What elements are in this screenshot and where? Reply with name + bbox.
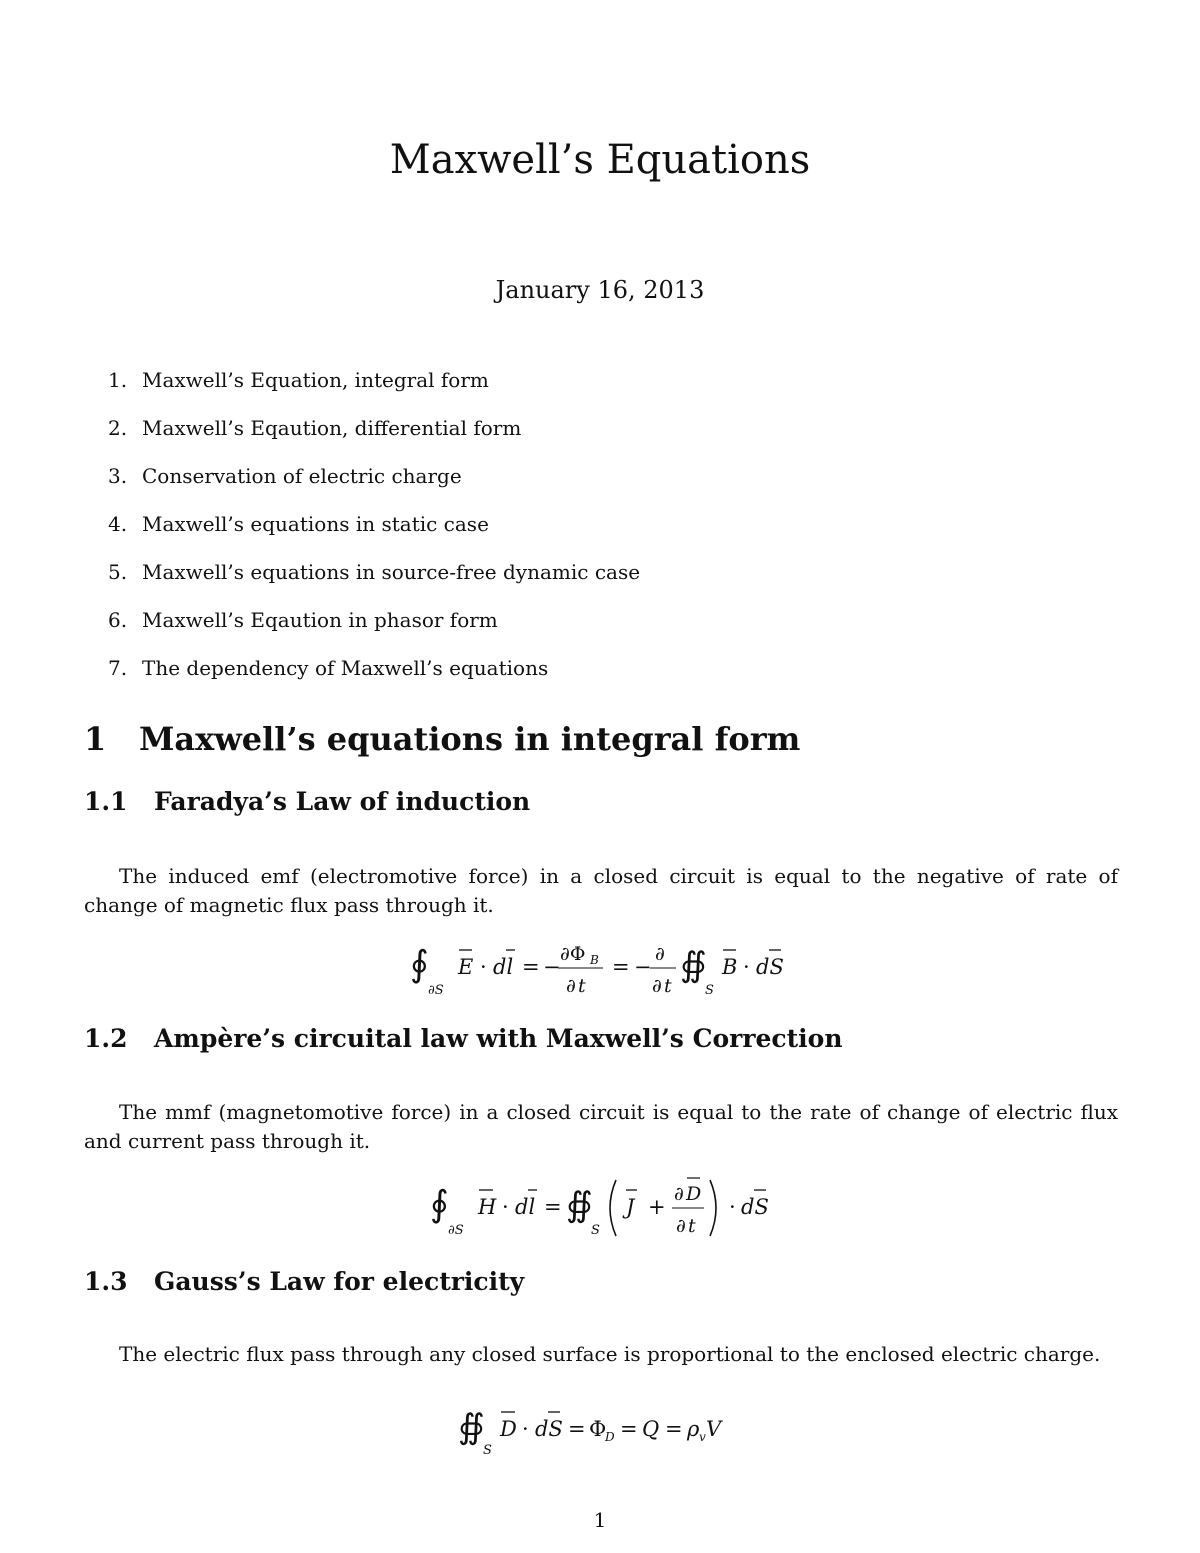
svg-text:∂: ∂ <box>566 975 576 997</box>
svg-text:t: t <box>578 975 586 997</box>
toc-item <box>108 654 640 702</box>
equation-faraday <box>0 930 1200 1002</box>
svg-text:∮: ∮ <box>430 1184 449 1225</box>
svg-text:·: · <box>522 1417 529 1441</box>
svg-text:D: D <box>605 1430 615 1444</box>
svg-text:dS: dS <box>741 1195 769 1219</box>
svg-text:V: V <box>706 1417 722 1441</box>
svg-text:∯: ∯ <box>566 1185 593 1225</box>
svg-text:dS: dS <box>756 955 784 979</box>
svg-text:J: J <box>626 1195 635 1219</box>
toc-item-text: Maxwell’s Equation, integral form <box>142 368 489 392</box>
toc-item <box>108 558 640 606</box>
svg-text:∂: ∂ <box>674 1183 684 1205</box>
svg-text:ρ: ρ <box>687 1417 700 1441</box>
svg-text:S: S <box>483 1443 492 1458</box>
svg-text:=: = <box>568 1417 586 1441</box>
toc-item-number: 1. <box>108 368 128 392</box>
svg-text:dl: dl <box>493 955 514 979</box>
toc-item-number: 5. <box>108 560 128 584</box>
svg-text:∂S: ∂S <box>448 1223 464 1238</box>
document-date: January 16, 2013 <box>495 276 705 304</box>
svg-text:t: t <box>664 975 672 997</box>
svg-text:E: E <box>458 955 474 979</box>
svg-text:∯: ∯ <box>458 1407 485 1447</box>
subsection-number: 1.2 <box>84 1024 128 1053</box>
svg-text:D: D <box>500 1417 517 1441</box>
svg-text:∂: ∂ <box>676 1215 686 1237</box>
svg-text:=: = <box>620 1417 638 1441</box>
svg-text:Φ: Φ <box>589 1417 607 1441</box>
toc-item-text: Maxwell’s equations in source-free dynamic case <box>142 560 641 584</box>
svg-text:·: · <box>502 1195 509 1219</box>
toc-item-text: The dependency of Maxwell’s equations <box>142 656 549 680</box>
svg-text:∮: ∮ <box>410 944 429 985</box>
toc-item-number: 3. <box>108 464 128 488</box>
subsection-number: 1.3 <box>84 1267 128 1296</box>
svg-text:D: D <box>686 1183 702 1205</box>
toc-item-number: 6. <box>108 608 128 632</box>
svg-text:∯: ∯ <box>680 945 707 985</box>
page-number: 1 <box>593 1508 607 1532</box>
svg-text:B: B <box>590 953 599 967</box>
toc-item-number: 7. <box>108 656 128 680</box>
section-title: Maxwell’s equations in integral form <box>139 720 801 758</box>
toc-item-text: Maxwell’s Eqaution in phasor form <box>142 608 498 632</box>
subsection-heading <box>84 1266 524 1298</box>
subsection-title: Gauss’s Law for electricity <box>154 1267 525 1296</box>
section-heading <box>84 718 800 760</box>
svg-text:dS: dS <box>535 1417 563 1441</box>
svg-text:v: v <box>699 1430 706 1444</box>
svg-text:∂: ∂ <box>652 975 662 997</box>
svg-text:B: B <box>722 955 738 979</box>
svg-text:∂: ∂ <box>655 943 665 965</box>
toc-item <box>108 510 640 558</box>
svg-text:=: = <box>612 955 630 979</box>
subsection-heading <box>84 786 530 818</box>
svg-text:t: t <box>688 1215 696 1237</box>
svg-text:=: = <box>665 1417 683 1441</box>
document-title: Maxwell’s Equations <box>389 137 811 183</box>
toc-item <box>108 414 640 462</box>
equation-gauss <box>0 1398 1200 1458</box>
toc-item-text: Maxwell’s equations in static case <box>142 512 489 536</box>
svg-text:∂Φ: ∂Φ <box>560 943 586 965</box>
toc-item-text: Conservation of electric charge <box>142 464 462 488</box>
svg-text:Q: Q <box>642 1417 660 1441</box>
svg-text:·: · <box>729 1195 736 1219</box>
svg-text:∂S: ∂S <box>428 983 444 998</box>
paragraph: The induced emf (electromotive force) in a closed circuit is equal to the negative of rate of change of magnetic flux pass through it. <box>84 864 1118 917</box>
toc-item-number: 4. <box>108 512 128 536</box>
svg-text:S: S <box>705 983 714 998</box>
svg-text:·: · <box>743 955 750 979</box>
svg-text:H: H <box>478 1195 497 1219</box>
subsection-title: Ampère’s circuital law with Maxwell’s Correction <box>154 1024 843 1053</box>
svg-text:−: − <box>543 955 561 979</box>
svg-text:+: + <box>648 1195 666 1219</box>
toc-item-text: Maxwell’s Eqaution, differential form <box>142 416 522 440</box>
toc-item <box>108 366 640 414</box>
svg-text:−: − <box>634 955 652 979</box>
equation-ampere <box>0 1170 1200 1242</box>
svg-text:S: S <box>591 1223 600 1238</box>
svg-text:=: = <box>522 955 540 979</box>
toc-item-number: 2. <box>108 416 128 440</box>
subsection-heading <box>84 1023 843 1055</box>
table-of-contents <box>108 366 640 702</box>
toc-item <box>108 462 640 510</box>
section-number: 1 <box>84 720 107 758</box>
toc-item <box>108 606 640 654</box>
subsection-title: Faradya’s Law of induction <box>154 787 531 816</box>
svg-text:dl: dl <box>515 1195 536 1219</box>
paragraph: The electric flux pass through any closed surface is proportional to the enclosed electric charge. <box>119 1342 1101 1366</box>
svg-text:=: = <box>544 1195 562 1219</box>
svg-text:·: · <box>480 955 487 979</box>
paragraph: The mmf (magnetomotive force) in a closed circuit is equal to the rate of change of electric flux and current pass through it. <box>84 1100 1118 1153</box>
subsection-number: 1.1 <box>84 787 128 816</box>
